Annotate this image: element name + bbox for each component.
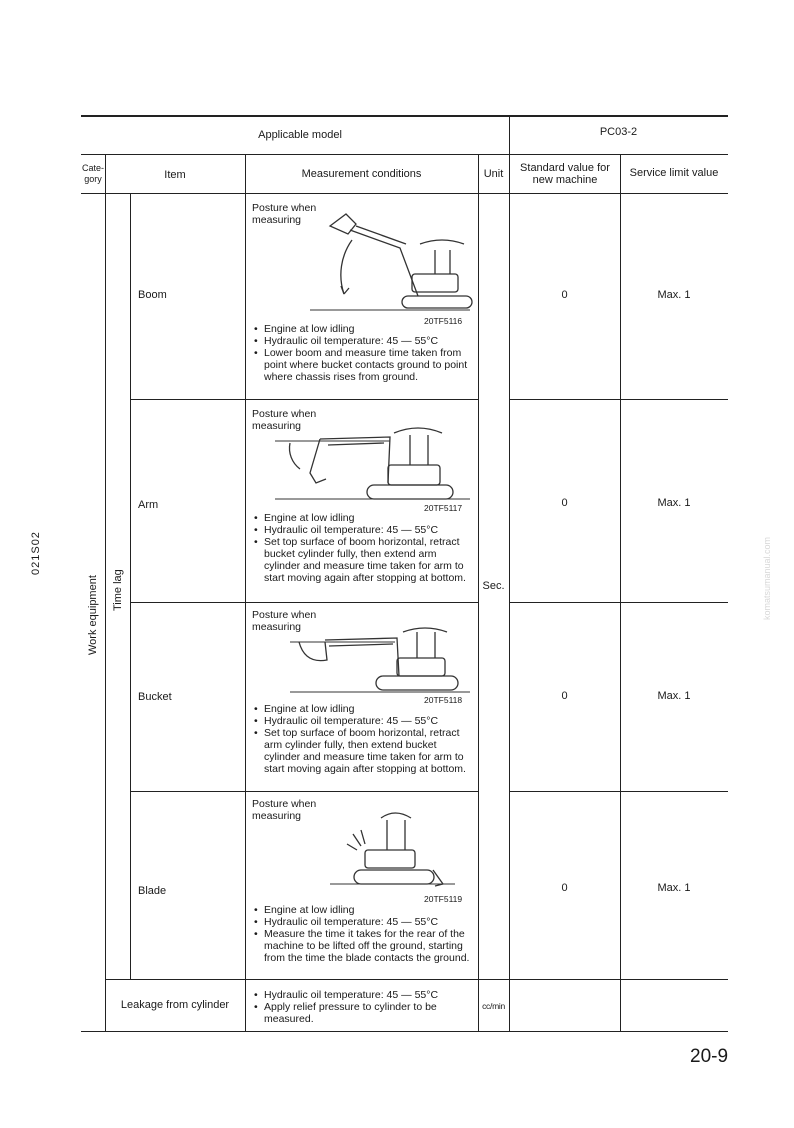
unit-leakage: cc/min — [482, 1001, 505, 1011]
arm-posture-figure — [270, 425, 475, 503]
posture-label-boom: Posture when measuring — [252, 202, 317, 226]
figure-code-arm: 20TF5117 — [424, 503, 463, 513]
page-number: 20-9 — [690, 1046, 729, 1067]
table-top-border — [81, 115, 728, 117]
condition-item: • Set top surface of boom horizontal, retract arm cylinder fully, then extend bucket cylinder and measure time taken for arm to start moving again after stopping at bottom. — [264, 727, 474, 775]
limit-value-bucket: Max. 1 — [657, 690, 691, 702]
condition-item: • Engine at low idling — [264, 703, 474, 715]
boom-posture-figure — [300, 200, 475, 315]
posture-label-blade: Posture when measuring — [252, 798, 317, 822]
col-line-category — [105, 154, 106, 1031]
posture-label-arm: Posture when measuring — [252, 408, 317, 432]
conditions-leakage — [252, 989, 474, 1025]
column-header-unit: Unit — [483, 168, 504, 180]
col-line-item — [245, 154, 246, 1031]
table-bottom-border — [81, 1031, 728, 1032]
limit-value-boom: Max. 1 — [657, 289, 691, 301]
item-boom: Boom — [138, 289, 167, 301]
conditions-arm — [252, 512, 474, 584]
col-line-conditions — [478, 154, 479, 1031]
figure-code-blade: 20TF5119 — [424, 894, 463, 904]
item-blade: Blade — [138, 885, 167, 897]
column-header-limit: Service limit value — [629, 167, 719, 179]
limit-value-blade: Max. 1 — [657, 882, 691, 894]
standard-value-boom: 0 — [561, 289, 568, 301]
condition-item: • Apply relief pressure to cylinder to be measured. — [264, 1001, 474, 1025]
unit-value: Sec. — [482, 580, 505, 592]
condition-item: • Hydraulic oil temperature: 45 — 55°C — [264, 916, 474, 928]
applicable-model-label: Applicable model — [258, 129, 342, 141]
category-label: Work equipment — [87, 575, 99, 655]
row-divider-2 — [130, 602, 478, 603]
condition-item: • Engine at low idling — [264, 512, 474, 524]
col-line-standard — [620, 154, 621, 1031]
figure-code-boom: 20TF5116 — [424, 316, 463, 326]
column-header-category: Cate-gory — [81, 163, 104, 184]
item-arm: Arm — [138, 499, 159, 511]
condition-item: • Engine at low idling — [264, 904, 474, 916]
conditions-bucket — [252, 703, 474, 775]
item-bucket: Bucket — [138, 691, 172, 703]
limit-value-arm: Max. 1 — [657, 497, 691, 509]
condition-item: • Hydraulic oil temperature: 45 — 55°C — [264, 524, 474, 536]
condition-item: • Hydraulic oil temperature: 45 — 55°C — [264, 715, 474, 727]
condition-item: • Measure the time it takes for the rear of the machine to be lifted off the ground, starting from the time the blade contacts the ground. — [264, 928, 474, 964]
standard-value-bucket: 0 — [561, 690, 568, 702]
condition-item: • Engine at low idling — [264, 323, 474, 335]
column-header-standard: Standard value for new machine — [520, 162, 610, 186]
bucket-posture-figure — [285, 628, 475, 696]
condition-item: • Hydraulic oil temperature: 45 — 55°C — [264, 989, 474, 1001]
header-bottom-border — [81, 193, 728, 194]
conditions-boom — [252, 323, 474, 383]
row-divider-3 — [130, 791, 478, 792]
posture-label-bucket: Posture when measuring — [252, 609, 317, 633]
figure-code-bucket: 20TF5118 — [424, 695, 463, 705]
condition-item: • Lower boom and measure time taken from point where bucket contacts ground to point where chassis rises from ground. — [264, 347, 474, 383]
condition-item: • Set top surface of boom horizontal, retract bucket cylinder fully, then extend arm cylinder and measure time taken for arm to start moving again after stopping at bottom. — [264, 536, 474, 584]
row-divider-1 — [130, 399, 478, 400]
blade-posture-figure — [325, 810, 465, 890]
row-divider-3b — [509, 791, 728, 792]
standard-value-blade: 0 — [561, 882, 568, 894]
row-divider-2b — [509, 602, 728, 603]
conditions-blade — [252, 904, 474, 964]
header-divider — [81, 154, 728, 155]
row-divider-4 — [105, 979, 728, 980]
column-header-item: Item — [164, 169, 186, 181]
condition-item: • Hydraulic oil temperature: 45 — 55°C — [264, 335, 474, 347]
column-header-conditions: Measurement conditions — [301, 168, 422, 180]
subcategory-label: Time lag — [112, 569, 124, 611]
standard-value-arm: 0 — [561, 497, 568, 509]
col-line-subcat — [130, 193, 131, 979]
side-code: 021S02 — [30, 531, 42, 575]
row-divider-1b — [509, 399, 728, 400]
watermark: komatsumanual.com — [762, 536, 772, 620]
model-name: PC03-2 — [599, 126, 638, 138]
item-leakage: Leakage from cylinder — [120, 999, 230, 1011]
